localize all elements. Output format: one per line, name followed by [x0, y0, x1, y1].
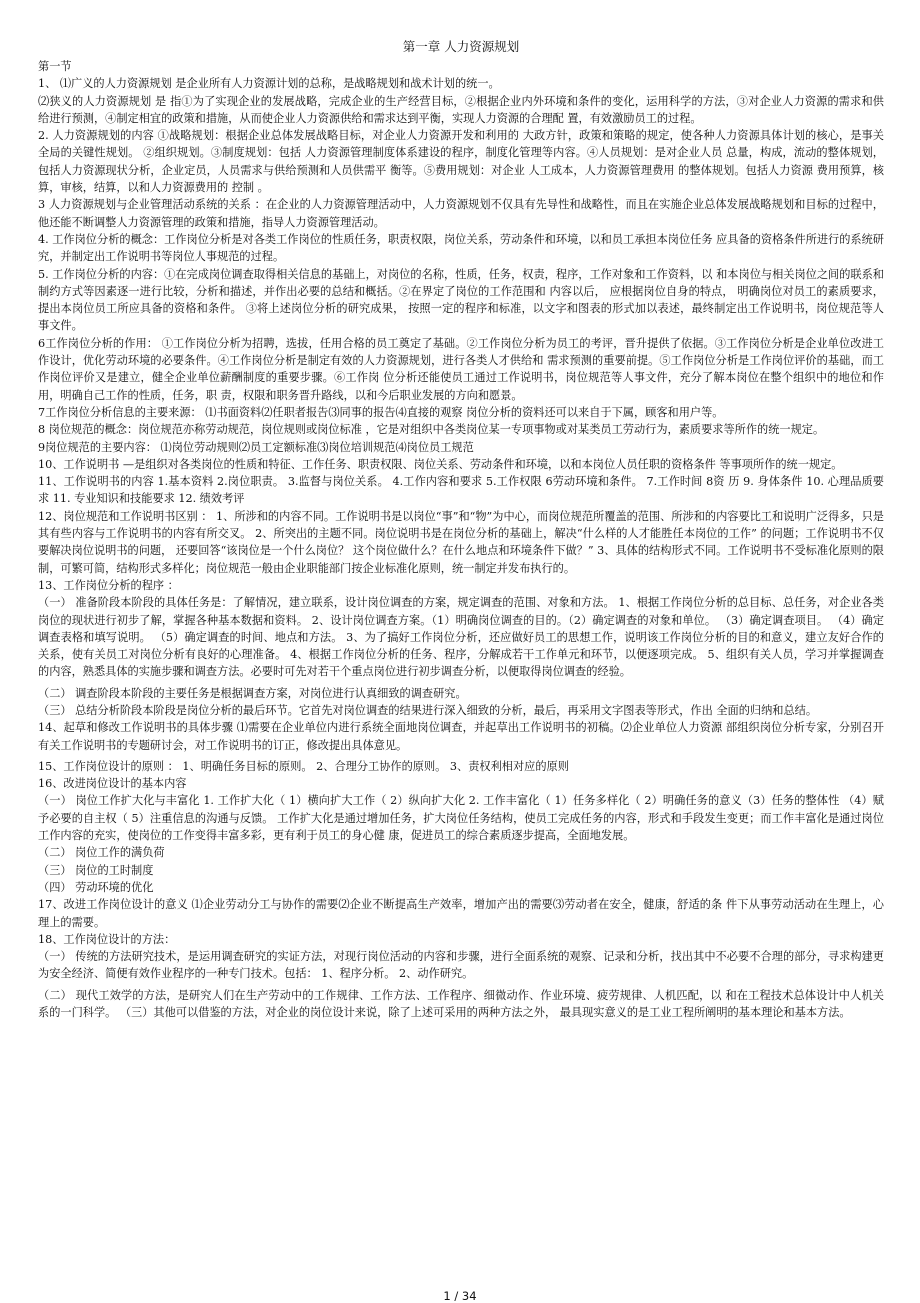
- chapter-title: 第一章 人力资源规划: [402, 39, 520, 54]
- paragraph: 16、改进岗位设计的基本内容: [38, 777, 187, 791]
- paragraph: （二） 岗位工作的满负荷: [38, 846, 165, 860]
- paragraph: 17、改进工作岗位设计的意义 ⑴企业劳动分工与协作的需要⑵企业不断提高生产效率，增加产出的需要⑶劳动者在安全，健康，舒适的条 件下从事劳动活动在生理上，心理上的需要。: [38, 898, 884, 929]
- paragraph: （二） 调查阶段本阶段的主要任务是根据调查方案，对岗位进行认真细致的调查研究。: [38, 686, 467, 700]
- document-body: [38, 58, 884, 1021]
- paragraph: （一） 传统的方法研究技术，是运用调查研究的实证方法，对现行岗位活动的内容和步骤，进行全面系统的观察、记录和分析，找出其中不必要不合理的部分，寻求构建更为安全经济、简便有效作业程序的一种专门技术。包括： 1、程序分析。 2、动作研究。: [38, 950, 884, 981]
- paragraph: （一） 岗位工作扩大化与丰富化 1. 工作扩大化（ 1）横向扩大工作（ 2）纵向扩大化 2. 工作丰富化（ 1）任务多样化（ 2）明确任务的意义（3）任务的整体性 （4）赋予必要的自主权（ 5）注重信息的沟通与反馈。 工作扩大化是通过增加任务，扩大岗位任务结构，使员工完成任务的内容，形式和手段发生变更；而工作丰富化是通过岗位工作内容的充实，使岗位的工作变得丰富多彩，更有利于员工的身心健 康，促进员工的综合素质逐步提高，全面地发展。: [38, 794, 884, 843]
- paragraph: （三） 总结分析阶段本阶段是岗位分析的最后环节。它首先对岗位调查的结果进行深入细致的分析，最后，再采用文字图表等形式，作出 全面的归纳和总结。: [38, 703, 818, 717]
- paragraph: 2. 人力资源规划的内容 ①战略规划：根据企业总体发展战略目标，对企业人力资源开发和利用的 大政方针，政策和策略的规定，使各种人力资源具体计划的核心，是事关全局的关键性规划。 ②组织规划。③制度规划：包括 人力资源管理制度体系建设的程序，制度化管理等内容。④人员规划：是对企业人员 总量，构成，流动的整体规划，包括人力资源现状分析，企业定员，人员需求与供给预测和人员供需平 衡等。⑤费用规划：对企业 人工成本，人力资源管理费用 的整体规划。包括人力资源 费用预算，核算，审核，结算，以和人力资源费用的 控制 。: [38, 129, 884, 195]
- paragraph: 12、岗位规范和工作说明书区别 ： 1、所涉和的内容不同。工作说明书是以岗位“事”和“物”为中心，而岗位规范所覆盖的范围、所涉和的内容要比工和说明广泛得多，只是其有些内容与工作说明书的内容有所交叉。 2、所突出的主题不同。岗位说明书是在岗位分析的基础上，解决“什么样的人才能胜任本岗位的工作” 的问题；工作说明书不仅要解决岗位说明书的问题， 还要回答“该岗位是一个什么岗位？ 这个岗位做什么？在什么地点和环境条件下做？” 3、具体的结构形式不同。工作说明书不受标准化原则的限制，可繁可简，结构形式多样化；岗位规范一般由企业职能部门按企业标准化原则，统一制定并发布执行的。: [38, 509, 884, 575]
- paragraph: （四） 劳动环境的优化: [38, 880, 154, 894]
- paragraph: （二） 现代工效学的方法，是研究人们在生产劳动中的工作规律、工作方法、工作程序、细微动作、作业环境、疲劳规律、人机匹配，以 和在工程技术总体设计中人机关系的一门科学。 （三）其他可以借鉴的方法，对企业的岗位设计来说，除了上述可采用的两种方法之外， 最具现实意义的是工业工程所阐明的基本理论和基本方法。: [38, 988, 884, 1020]
- page-number: 1 / 34: [443, 1289, 477, 1303]
- paragraph: 1、 ⑴广义的人力资源规划 是企业所有人力资源计划的总称，是战略规划和战术计划的统一。: [38, 77, 500, 91]
- paragraph: 7工作岗位分析信息的主要来源： ⑴书面资料⑵任职者报告⑶同事的报告⑷直接的观察 岗位分析的资料还可以来自于下属，顾客和用户等。: [38, 405, 724, 419]
- paragraph: （一） 准备阶段本阶段的具体任务是：了解情况，建立联系，设计岗位调查的方案，规定调查的范围、对象和方法。 1、根据工作岗位分析的总目标、总任务，对企业各类岗位的现状进行初步了解，掌握各种基本数据和资料。 2、设计岗位调查方案。（1）明确岗位调查的目的。（2）确定调查的对象和单位。 （3）确定调查项目。 （4）确定调查表格和填写说明。 （5）确定调查的时间、地点和方法。 3、为了搞好工作岗位分析，还应做好员工的思想工作，说明该工作岗位分析的目的和意义，建立友好合作的关系，使有关员工对岗位分析有良好的心理准备。 4、根据工作岗位分析的任务、程序，分解成若干工作单元和环节，以便逐项完成。 5、组织有关人员，学习并掌握调查的内容，熟悉具体的实施步骤和调查方法。必要时可先对若干个重点岗位进行初步调查分析，以便取得岗位调查的经验。: [38, 596, 884, 679]
- paragraph: 11、工作说明书的内容 1.基本资料 2.岗位职责。 3.监督与岗位关系。 4.工作内容和要求 5.工作权限 6劳动环境和条件。 7.工作时间 8资 历 9. 身体条件 10. 心理品质要求 11. 专业知识和技能要求 12. 绩效考评: [38, 475, 884, 506]
- paragraph: 8 岗位规范的概念：岗位规范亦称劳动规范，岗位规则或岗位标准 ，它是对组织中各类岗位某一专项事物或对某类员工劳动行为，素质要求等所作的统一规定。: [38, 423, 825, 437]
- section-heading: 第一节: [38, 60, 72, 73]
- paragraph: 14、起草和修改工作说明书的具体步骤 ⑴需要在企业单位内进行系统全面地岗位调查，并起草出工作说明书的初稿。⑵企业单位人力资源 部组织岗位分析专家，分别召开有关工作说明书的专题研讨会，对工作说明书的订正，修改提出具体意见。: [38, 721, 884, 752]
- paragraph: 15、工作岗位设计的原则 ： 1、明确任务目标的原则。 2、合理分工协作的原则。 3、责权利相对应的原则: [38, 759, 569, 773]
- paragraph: 4. 工作岗位分析的概念：工作岗位分析是对各类工作岗位的性质任务，职责权限，岗位关系，劳动条件和环境，以和员工承担本岗位任务 应具备的资格条件所进行的系统研究，并制定出工作说明书等岗位人事规范的过程。: [38, 232, 884, 264]
- paragraph: 13、工作岗位分析的程序 ：: [38, 578, 179, 592]
- paragraph: 3 人力资源规划与企业管理活动系统的关系 ：在企业的人力资源管理活动中，人力资源规划不仅具有先导性和战略性，而且在实施企业总体发展战略规划和目标的过程中，他还能不断调整人力资源管理的政策和措施，指导人力资源管理活动。: [38, 198, 884, 229]
- paragraph: 6工作岗位分析的作用： ①工作岗位分析为招聘，选拔，任用合格的员工奠定了基础。②工作岗位分析为员工的考评，晋升提供了依据。③工作岗位分析是企业单位改进工作设计，优化劳动环境的必要条件。④工作岗位分析是制定有效的人力资源规划，进行各类人才供给和 需求预测的重要前提。⑤工作岗位分析是工作岗位评价的基础，而工作岗位评价又是建立，健全企业单位薪酬制度的重要步骤。⑥工作岗 位分析还能使员工通过工作说明书，岗位规范等人事文件，充分了解本岗位在整个组织中的地位和作用，明确自己工作的性质，任务，职 责，权限和职务晋升路线，以和今后职业发展的方向和愿景。: [38, 336, 884, 402]
- paragraph: ⑵狭义的人力资源规划 是 指①为了实现企业的发展战略，完成企业的生产经营目标，②根据企业内外环境和条件的变化，运用科学的方法，③对企业人力资源的需求和供给进行预测，④制定相宜的政策和措施，从而使企业人力资源供给和需求达到平衡，实现人力资源的合理配 置，有效激励员工的过程。: [38, 94, 884, 125]
- paragraph: 5. 工作岗位分析的内容：①在完成岗位调查取得相关信息的基础上，对岗位的名称，性质，任务，权责，程序，工作对象和工作资料，以 和本岗位与相关岗位之间的联系和制约方式等因素逐一进行比较，分析和描述，并作出必要的总结和概括。②在界定了岗位的工作范围和 内容以后， 应根据岗位自身的特点， 明确岗位对员工的素质要求， 提出本岗位员工所应具备的资格和条件。 ③将上述岗位分析的研究成果， 按照一定的程序和标准，以文字和图表的形式加以表述，最终制定出工作说明书，岗位规范等人事文件。: [38, 267, 884, 333]
- paragraph: 10、工作说明书 —是组织对各类岗位的性质和特征、工作任务、职责权限、岗位关系、劳动条件和环境，以和本岗位人员任职的资格条件 等事项所作的统一规定。: [38, 457, 843, 471]
- paragraph: 9岗位规范的主要内容： ⑴岗位劳动规则⑵员工定额标准⑶岗位培训规范⑷岗位员工规范: [38, 440, 474, 454]
- document-page: [38, 38, 884, 1021]
- paragraph: （三） 岗位的工时制度: [38, 863, 154, 877]
- paragraph: 18、工作岗位设计的方法：: [38, 932, 176, 946]
